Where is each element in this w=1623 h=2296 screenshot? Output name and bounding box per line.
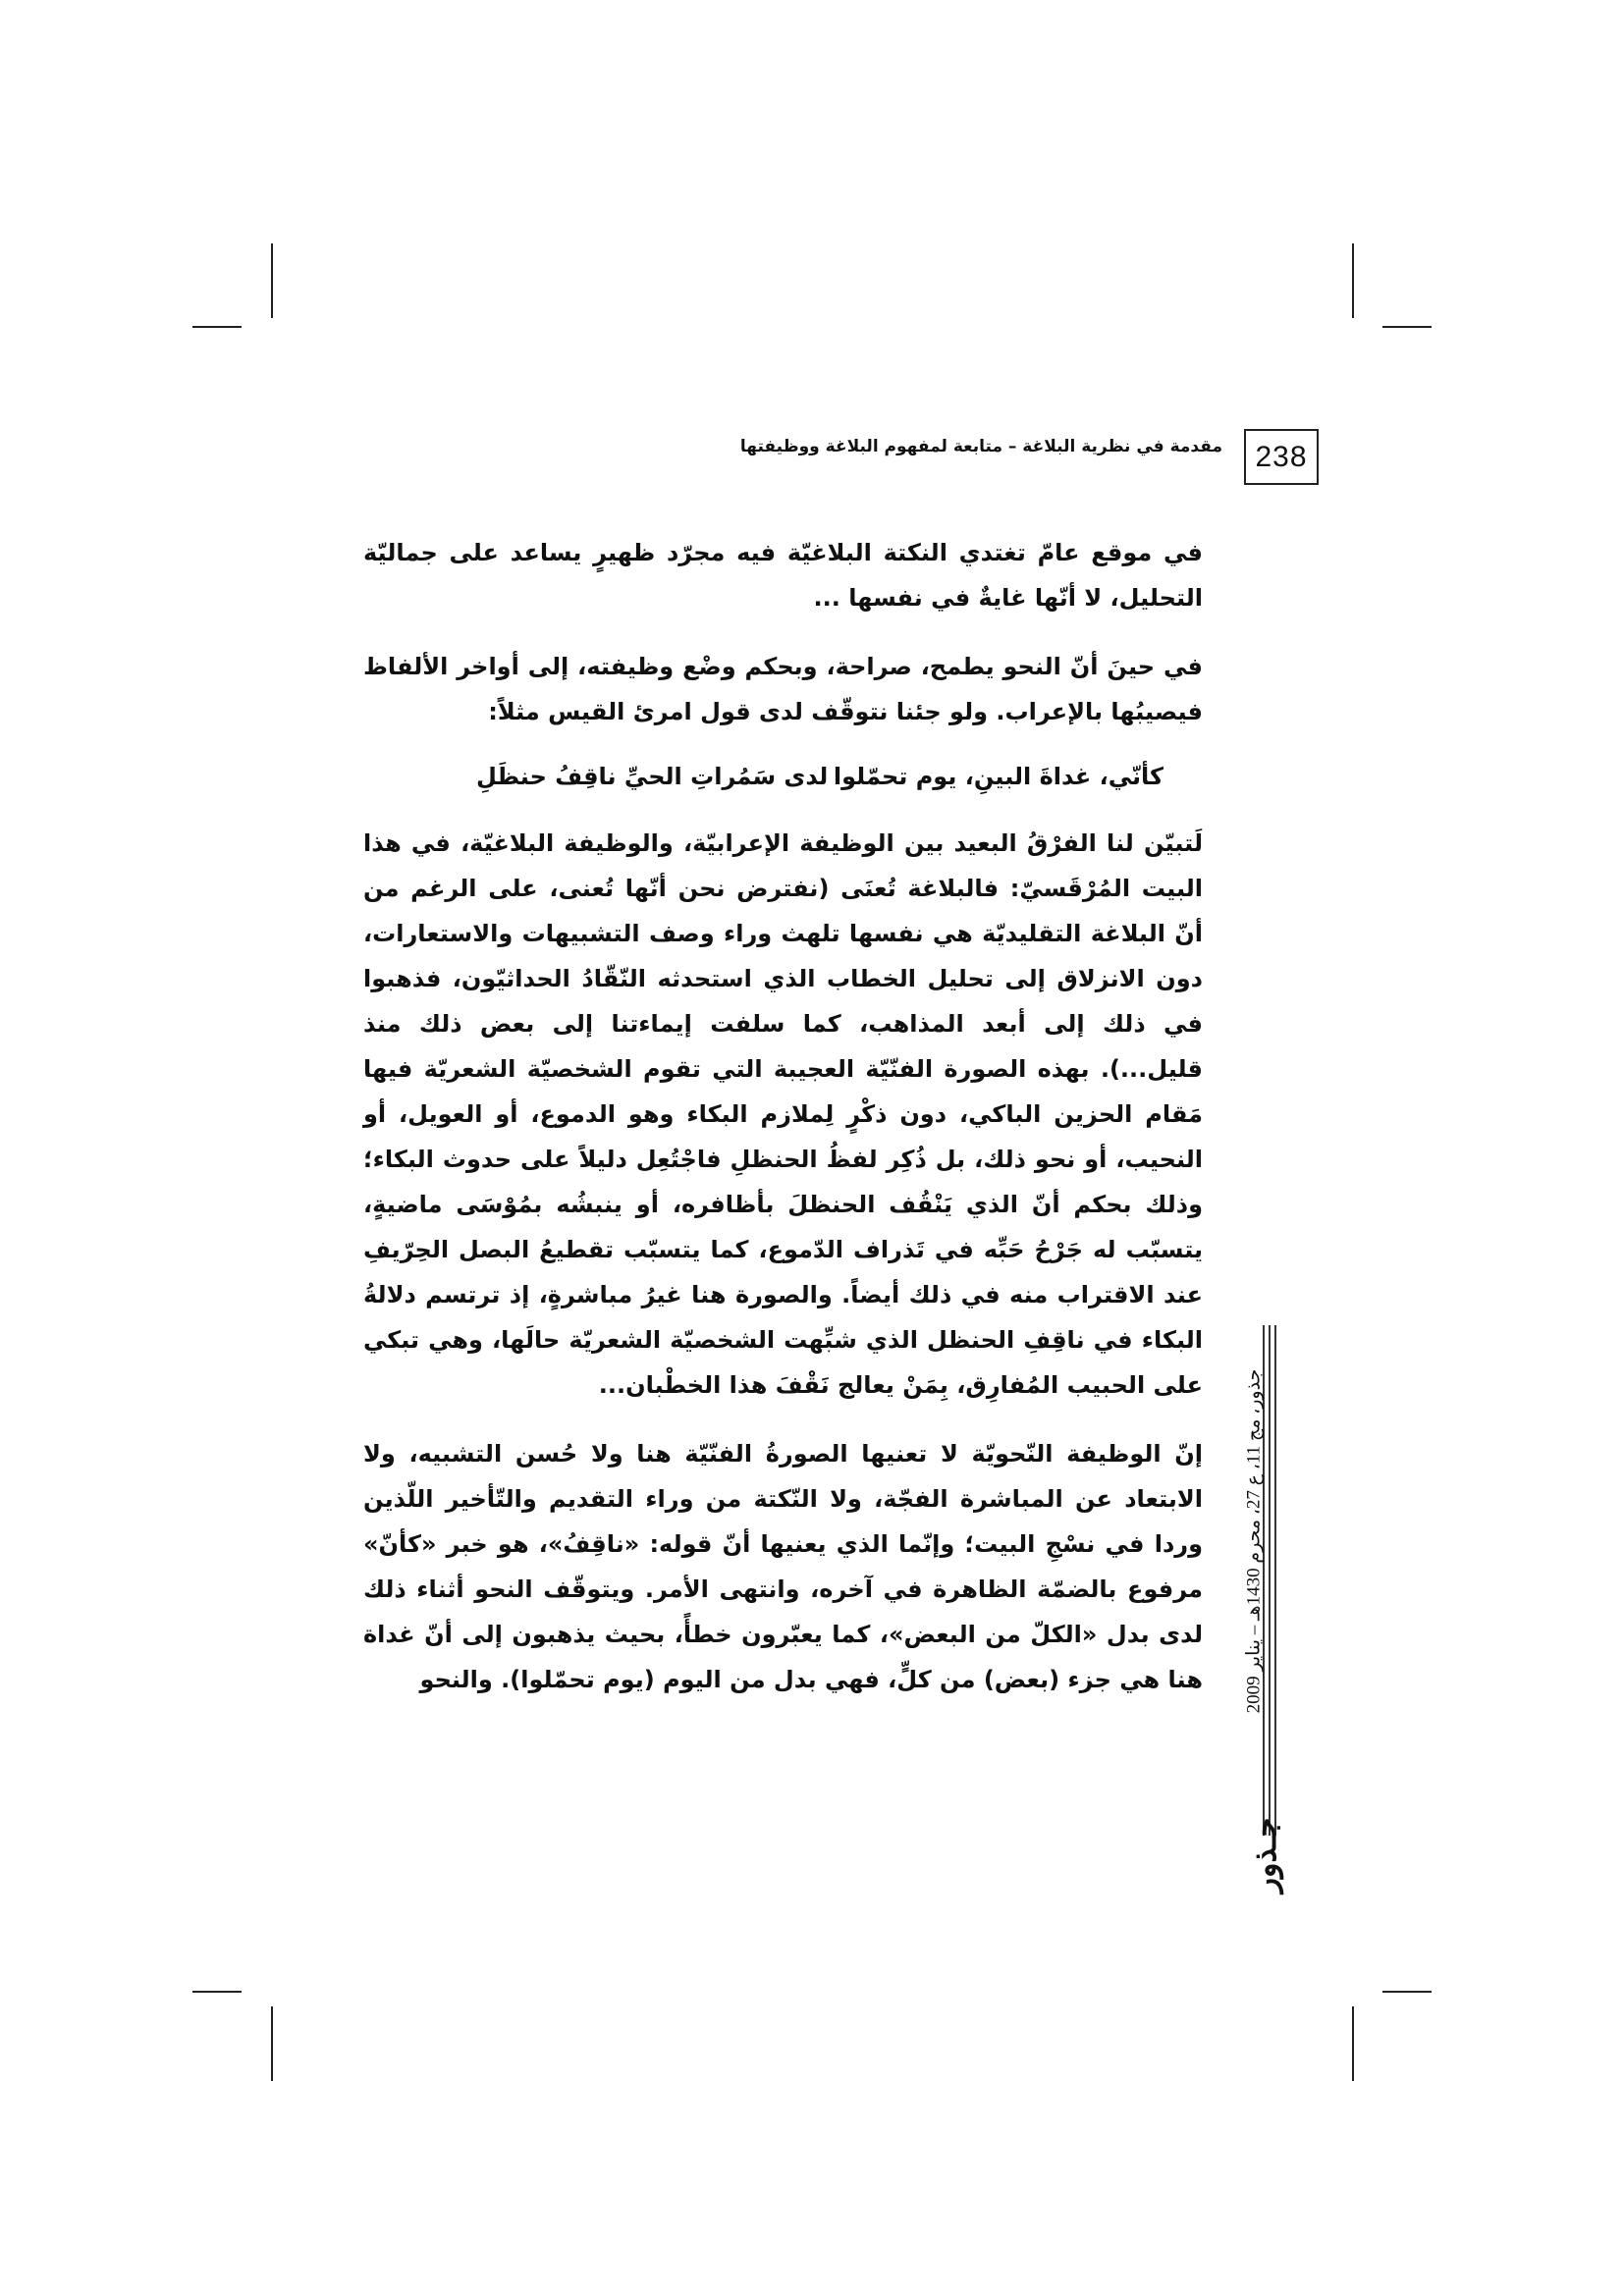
crop-mark-top-left-h — [192, 326, 242, 328]
page-number: 238 — [1244, 429, 1319, 485]
paragraph-2: في حينَ أنّ النحو يطمح، صراحة، وبحكم وضْع وظيفته، إلى أواخر الألفاظ فيصيبُها بالإعراب. ولو جئنا نتوقّف لدى قول امرئ القيس مثلاً: — [363, 653, 1203, 725]
paragraph-4: إنّ الوظيفة النّحويّة لا تعنيها الصورةُ الفنّيّة هنا ولا حُسن التشبيه، ولا الابتعاد عن المباشرة الفجّة، ولا النّكتة من وراء التقديم والتّأخير اللّذين وردا في نسْجِ البيت؛ وإنّما الذي يعنيها أنّ قوله: «ناقِفُ»، هو خبر «كأنّ» مرفوع بالضمّة الظاهرة في آخره، وانتهى الأمر. ويتوقّف النحو أثناء ذلك لدى بدل «الكلّ من البعض»، كما يعبّرون خطأً، بحيث يذهبون إلى أنّ غداة هنا هي جزء (بعض) من كلٍّ، فهي بدل من اليوم (يوم تحمّلوا). والنحو — [363, 1440, 1203, 1693]
journal-logo: جـذور — [1246, 1817, 1283, 1894]
crop-mark-top-right — [1352, 243, 1354, 318]
crop-mark-top-left — [271, 243, 273, 318]
crop-mark-bottom-right — [1352, 2006, 1354, 2081]
journal-caption-text: جذور، مج 11، ع 27، محرم 1430هـ – يناير 2009 — [1243, 1368, 1265, 1714]
paragraph-3: لَتبيّن لنا الفرْقُ البعيد بين الوظيفة الإعرابيّة، والوظيفة البلاغيّة، في هذا البيت المُرْقَسيّ: فالبلاغة تُعنَى (نفترض نحن أنّها تُعنى، على الرغم من أنّ البلاغة التقليديّة هي نفسها تلهث وراء وصف التشبيهات والاستعارات، دون الانزلاق إلى تحليل الخطاب الذي استحدثه النّقّادُ الحداثيّون، فذهبوا في ذلك إلى أبعد المذاهب، كما سلفت إيماءتنا إلى بعض ذلك منذ قليل...). بهذه الصورة الفنّيّة العجيبة التي تقوم الشخصيّة الشعريّة فيها مَقام الحزين الباكي، دون ذكْرٍ لِملازم البكاء وهو الدموع، أو العويل، أو النحيب، أو نحو ذلك، بل ذُكِر لفظُ الحنظلِ فاجْتُعِل دليلاً على حدوث البكاء؛ وذلك بحكم أنّ الذي يَنْقُف الحنظلَ بأظافره، أو ينبشُه بمُوْسَى ماضيةٍ، يتسبّب له جَرْحُ حَبِّه في تَذراف الدّموع، كما يتسبّب تقطيعُ البصل الحِرّيفِ عند الاقتراب منه في ذلك أيضاً. والصورة هنا غيرُ مباشرةٍ، إذ ترتسم دلالةُ البكاء في ناقِفِ الحنظل الذي شبِّهت الشخصيّة الشعريّة حالَها، وهي تبكي على الحبيب المُفارِق، بِمَنْ يعالج نَقْفَ هذا الخطْبان... — [363, 829, 1203, 1399]
paragraph-1: في موقع عامّ تغتدي النكتة البلاغيّة فيه مجرّد ظهيرٍ يساعد على جماليّة التحليل، لا أنّها غايةٌ في نفسها ... — [363, 539, 1203, 612]
side-rule-2 — [1269, 1325, 1271, 1836]
poem-verse — [476, 754, 1193, 799]
crop-mark-bottom-left — [271, 2006, 273, 2081]
article-body — [363, 530, 1203, 1726]
running-title: مقدمة في نظرية البلاغة – متابعة لمفهوم البلاغة ووظيفتها — [739, 437, 1222, 456]
verse-second-hemistich: لدى سَمُراتِ الحيِّ ناقِفُ حنظَلِ — [476, 763, 829, 790]
side-rule-3 — [1274, 1325, 1276, 1836]
crop-mark-top-right-h — [1382, 326, 1432, 328]
journal-caption — [1239, 1315, 1269, 1767]
crop-mark-bottom-left-h — [192, 1991, 242, 1993]
crop-mark-bottom-right-h — [1382, 1991, 1432, 1993]
verse-first-hemistich: كأنّي، غداةَ البينِ، يوم تحمّلوا — [833, 763, 1163, 790]
